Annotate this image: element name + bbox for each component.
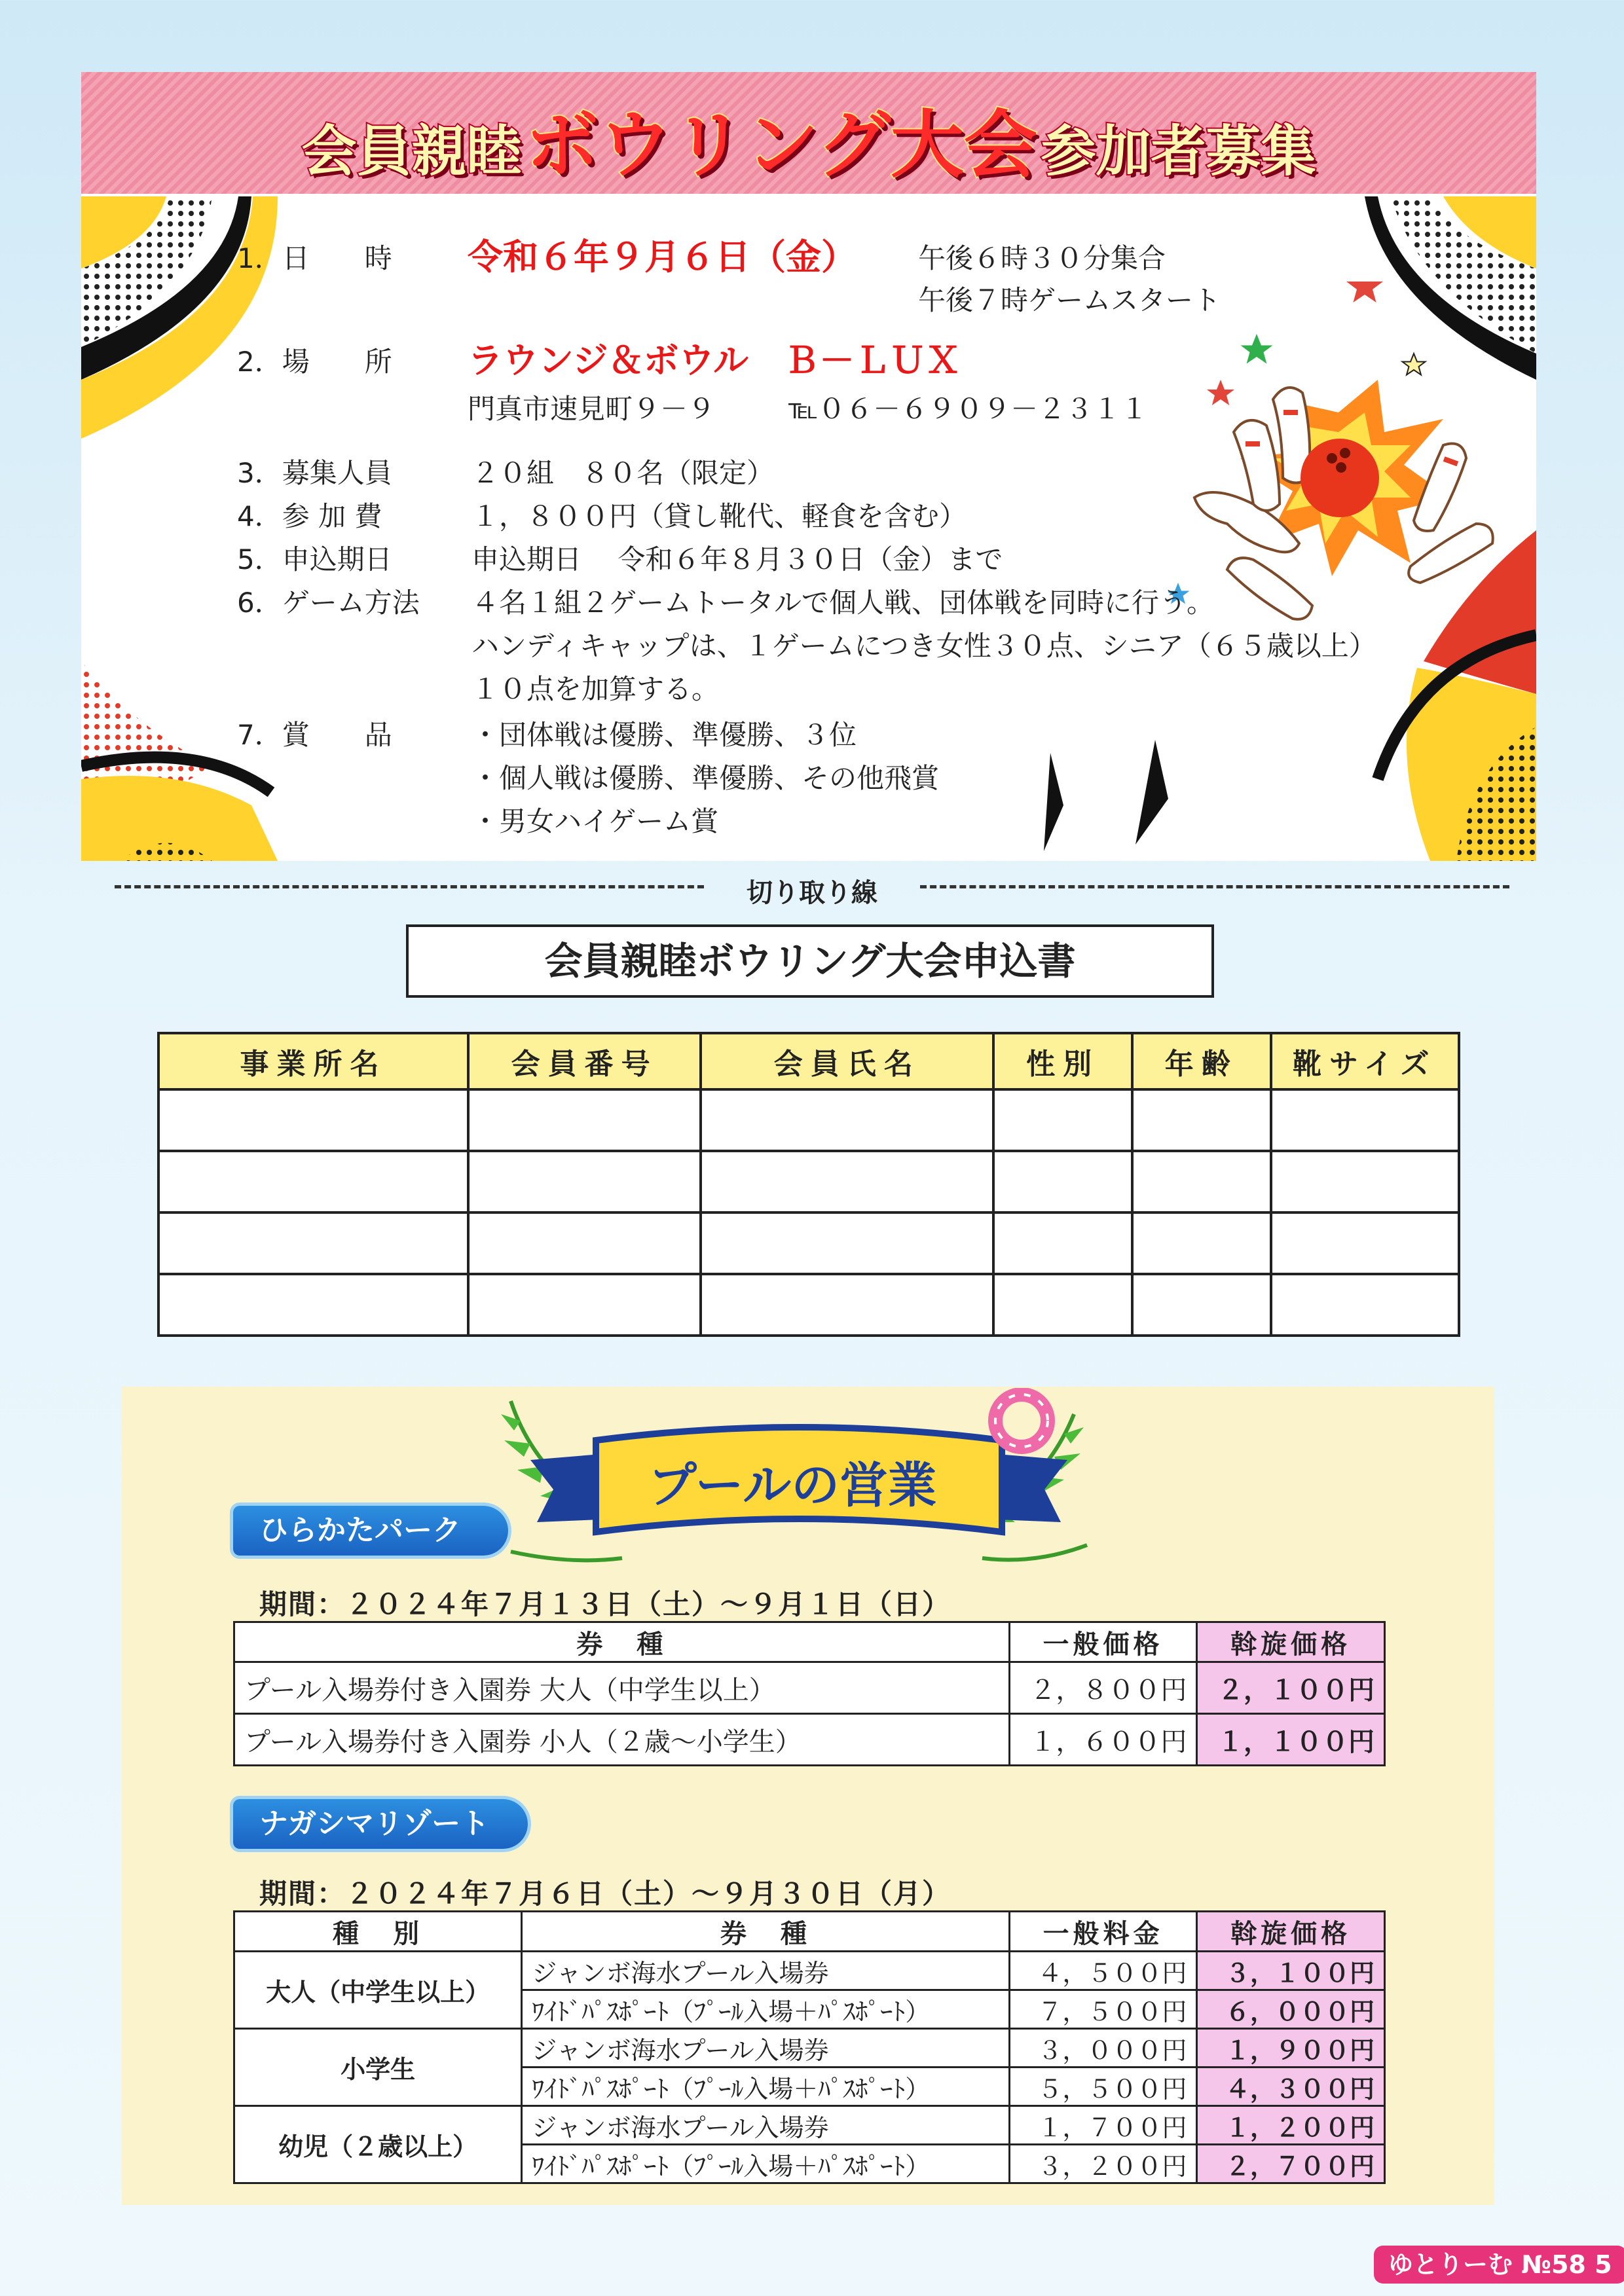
general-price: １，６００円 xyxy=(1009,1714,1197,1766)
datetime-label: 1．日 時 xyxy=(237,242,392,274)
shoe-size-field[interactable] xyxy=(1271,1089,1459,1151)
hirakata-park-tag: ひらかたパーク xyxy=(233,1506,508,1556)
prize-item: ・個人戦は優勝、準優勝、その他飛賞 xyxy=(471,762,940,794)
header-general-price: 一般料金 xyxy=(1009,1912,1197,1952)
header-category: 種 別 xyxy=(234,1912,522,1952)
method-line2: ハンディキャップは、１ゲームにつき女性３０点、シニア（６５歳以上） xyxy=(471,630,1376,662)
member-number-field[interactable] xyxy=(468,1212,701,1274)
table-row xyxy=(234,1952,1385,1990)
capacity-label: 3．募集人員 xyxy=(237,457,392,489)
member-number-field[interactable] xyxy=(468,1151,701,1212)
general-price: １，７００円 xyxy=(1009,2106,1197,2145)
application-form-title: 会員親睦ボウリング大会申込書 xyxy=(406,924,1214,998)
shoe-size-field[interactable] xyxy=(1271,1151,1459,1212)
general-price: ５，５００円 xyxy=(1009,2068,1197,2106)
header-ticket-type: 券 種 xyxy=(522,1912,1010,1952)
discount-price: １，９００円 xyxy=(1197,2029,1385,2068)
office-name-field[interactable] xyxy=(158,1151,468,1212)
hirakata-period: 期間：２０２４年７月１３日（土）～９月１日（日） xyxy=(259,1588,951,1620)
cut-line xyxy=(115,872,1509,908)
age-field[interactable] xyxy=(1132,1212,1271,1274)
method-label: 6．ゲーム方法 xyxy=(237,587,420,619)
office-name-field[interactable] xyxy=(158,1212,468,1274)
table-row xyxy=(234,1662,1385,1714)
header-shoe-size: 靴サイズ xyxy=(1271,1033,1459,1089)
fee-label: 4．参 加 費 xyxy=(237,500,382,532)
form-header-row xyxy=(158,1033,1459,1089)
form-entry-row xyxy=(158,1274,1459,1336)
ticket-type: ジャンボ海水プール入場券 xyxy=(522,2106,1010,2145)
place-value: ラウンジ＆ボウル Ｂ－ＬＵＸ xyxy=(468,340,961,381)
datetime-note2: 午後７時ゲームスタート xyxy=(918,284,1221,316)
deadline-label: 5．申込期日 xyxy=(237,543,392,575)
gender-field[interactable] xyxy=(993,1274,1132,1336)
place-tel: ℡０６－６９０９－２３１１ xyxy=(788,393,1149,425)
general-price: ３，２００円 xyxy=(1009,2145,1197,2183)
header-gender: 性別 xyxy=(993,1033,1132,1089)
general-price: ３，０００円 xyxy=(1009,2029,1197,2068)
header-discount-price: 斡旋価格 xyxy=(1197,1622,1385,1662)
hirakata-price-table xyxy=(233,1621,1386,1766)
header-general-price: 一般価格 xyxy=(1009,1622,1197,1662)
page-footer-badge xyxy=(1374,2246,1624,2284)
banner-title-part1: 会員親睦 xyxy=(301,119,522,183)
office-name-field[interactable] xyxy=(158,1089,468,1151)
issue-number: №58 xyxy=(1521,2250,1586,2279)
member-number-field[interactable] xyxy=(468,1089,701,1151)
nagashima-header-row xyxy=(234,1912,1385,1952)
discount-price: １，１００円 xyxy=(1197,1714,1385,1766)
discount-price: １，２００円 xyxy=(1197,2106,1385,2145)
form-entry-row xyxy=(158,1212,1459,1274)
application-form-table xyxy=(157,1032,1460,1337)
header-office-name: 事業所名 xyxy=(158,1033,468,1089)
place-label: 2．場 所 xyxy=(237,346,392,378)
banner-title-part2: ボウリング大会 xyxy=(525,103,1037,188)
hirakata-header-row xyxy=(234,1622,1385,1662)
gender-field[interactable] xyxy=(993,1151,1132,1212)
gender-field[interactable] xyxy=(993,1089,1132,1151)
discount-price: ６，０００円 xyxy=(1197,1990,1385,2029)
ticket-type: プール入場券付き入園券 小人（２歳～小学生） xyxy=(234,1714,1010,1766)
method-line3: １０点を加算する。 xyxy=(471,673,720,705)
bowling-pins-illustration xyxy=(1168,282,1509,648)
member-name-field[interactable] xyxy=(701,1089,993,1151)
general-price: ７，５００円 xyxy=(1009,1990,1197,2029)
member-name-field[interactable] xyxy=(701,1151,993,1212)
pool-title: プールの営業 xyxy=(648,1457,937,1514)
shoe-size-field[interactable] xyxy=(1271,1274,1459,1336)
cut-line-dash xyxy=(920,885,1509,888)
header-member-name: 会員氏名 xyxy=(701,1033,993,1089)
header-member-number: 会員番号 xyxy=(468,1033,701,1089)
capacity-value: ２０組 ８０名（限定） xyxy=(471,457,775,489)
bowling-announcement xyxy=(81,72,1536,861)
discount-price: ２，７００円 xyxy=(1197,2145,1385,2183)
prize-item: ・男女ハイゲーム賞 xyxy=(471,805,719,837)
magazine-name: ゆとりーむ xyxy=(1388,2250,1513,2279)
banner-title xyxy=(81,86,1536,192)
header-ticket-type: 券 種 xyxy=(234,1622,1010,1662)
nagashima-period: 期間：２０２４年７月６日（土）～９月３０日（月） xyxy=(259,1878,951,1910)
discount-price: ４，３００円 xyxy=(1197,2068,1385,2106)
page-number: 5 xyxy=(1595,2250,1612,2279)
nagashima-resort-tag: ナガシマリゾート xyxy=(233,1799,528,1849)
age-field[interactable] xyxy=(1132,1274,1271,1336)
age-field[interactable] xyxy=(1132,1089,1271,1151)
cut-line-label: 切り取り線 xyxy=(747,878,877,908)
datetime-note1: 午後６時３０分集合 xyxy=(918,242,1166,274)
ticket-type: ﾜｲﾄﾞﾊﾟｽﾎﾟｰﾄ（ﾌﾟｰﾙ入場＋ﾊﾟｽﾎﾟｰﾄ） xyxy=(522,1990,1010,2029)
ticket-type: ジャンボ海水プール入場券 xyxy=(522,1952,1010,1990)
cut-line-dash xyxy=(115,885,704,888)
header-age: 年齢 xyxy=(1132,1033,1271,1089)
office-name-field[interactable] xyxy=(158,1274,468,1336)
deadline-value: 申込期日 令和６年８月３０日（金）まで xyxy=(471,543,1003,575)
member-name-field[interactable] xyxy=(701,1274,993,1336)
ticket-type: ﾜｲﾄﾞﾊﾟｽﾎﾟｰﾄ（ﾌﾟｰﾙ入場＋ﾊﾟｽﾎﾟｰﾄ） xyxy=(522,2068,1010,2106)
category-toddler: 幼児（２歳以上） xyxy=(234,2106,522,2183)
table-row xyxy=(234,2106,1385,2145)
place-address: 門真市速見町９－９ xyxy=(468,393,716,425)
gender-field[interactable] xyxy=(993,1212,1132,1274)
member-name-field[interactable] xyxy=(701,1212,993,1274)
member-number-field[interactable] xyxy=(468,1274,701,1336)
datetime-value: 令和６年９月６日（金） xyxy=(468,236,857,278)
nagashima-price-table xyxy=(233,1910,1386,2184)
discount-price: ３，１００円 xyxy=(1197,1952,1385,1990)
form-entry-row xyxy=(158,1151,1459,1212)
category-elementary: 小学生 xyxy=(234,2029,522,2106)
general-price: ２，８００円 xyxy=(1009,1662,1197,1714)
discount-price: ２，１００円 xyxy=(1197,1662,1385,1714)
header-discount-price: 斡旋価格 xyxy=(1197,1912,1385,1952)
banner-title-part3: 参加者募集 xyxy=(1041,119,1316,183)
general-price: ４，５００円 xyxy=(1009,1952,1197,1990)
fee-value: １，８００円（貸し靴代、軽食を含む） xyxy=(471,500,967,532)
form-entry-row xyxy=(158,1089,1459,1151)
age-field[interactable] xyxy=(1132,1151,1271,1212)
category-adult: 大人（中学生以上） xyxy=(234,1952,522,2029)
ticket-type: ジャンボ海水プール入場券 xyxy=(522,2029,1010,2068)
prizes-label: 7．賞 品 xyxy=(237,719,392,751)
shoe-size-field[interactable] xyxy=(1271,1212,1459,1274)
prize-item: ・団体戦は優勝、準優勝、３位 xyxy=(471,719,857,751)
ticket-type: プール入場券付き入園券 大人（中学生以上） xyxy=(234,1662,1010,1714)
method-line1: ４名１組２ゲームトータルで個人戦、団体戦を同時に行う。 xyxy=(471,587,1215,619)
ticket-type: ﾜｲﾄﾞﾊﾟｽﾎﾟｰﾄ（ﾌﾟｰﾙ入場＋ﾊﾟｽﾎﾟｰﾄ） xyxy=(522,2145,1010,2183)
table-row xyxy=(234,1714,1385,1766)
table-row xyxy=(234,2029,1385,2068)
